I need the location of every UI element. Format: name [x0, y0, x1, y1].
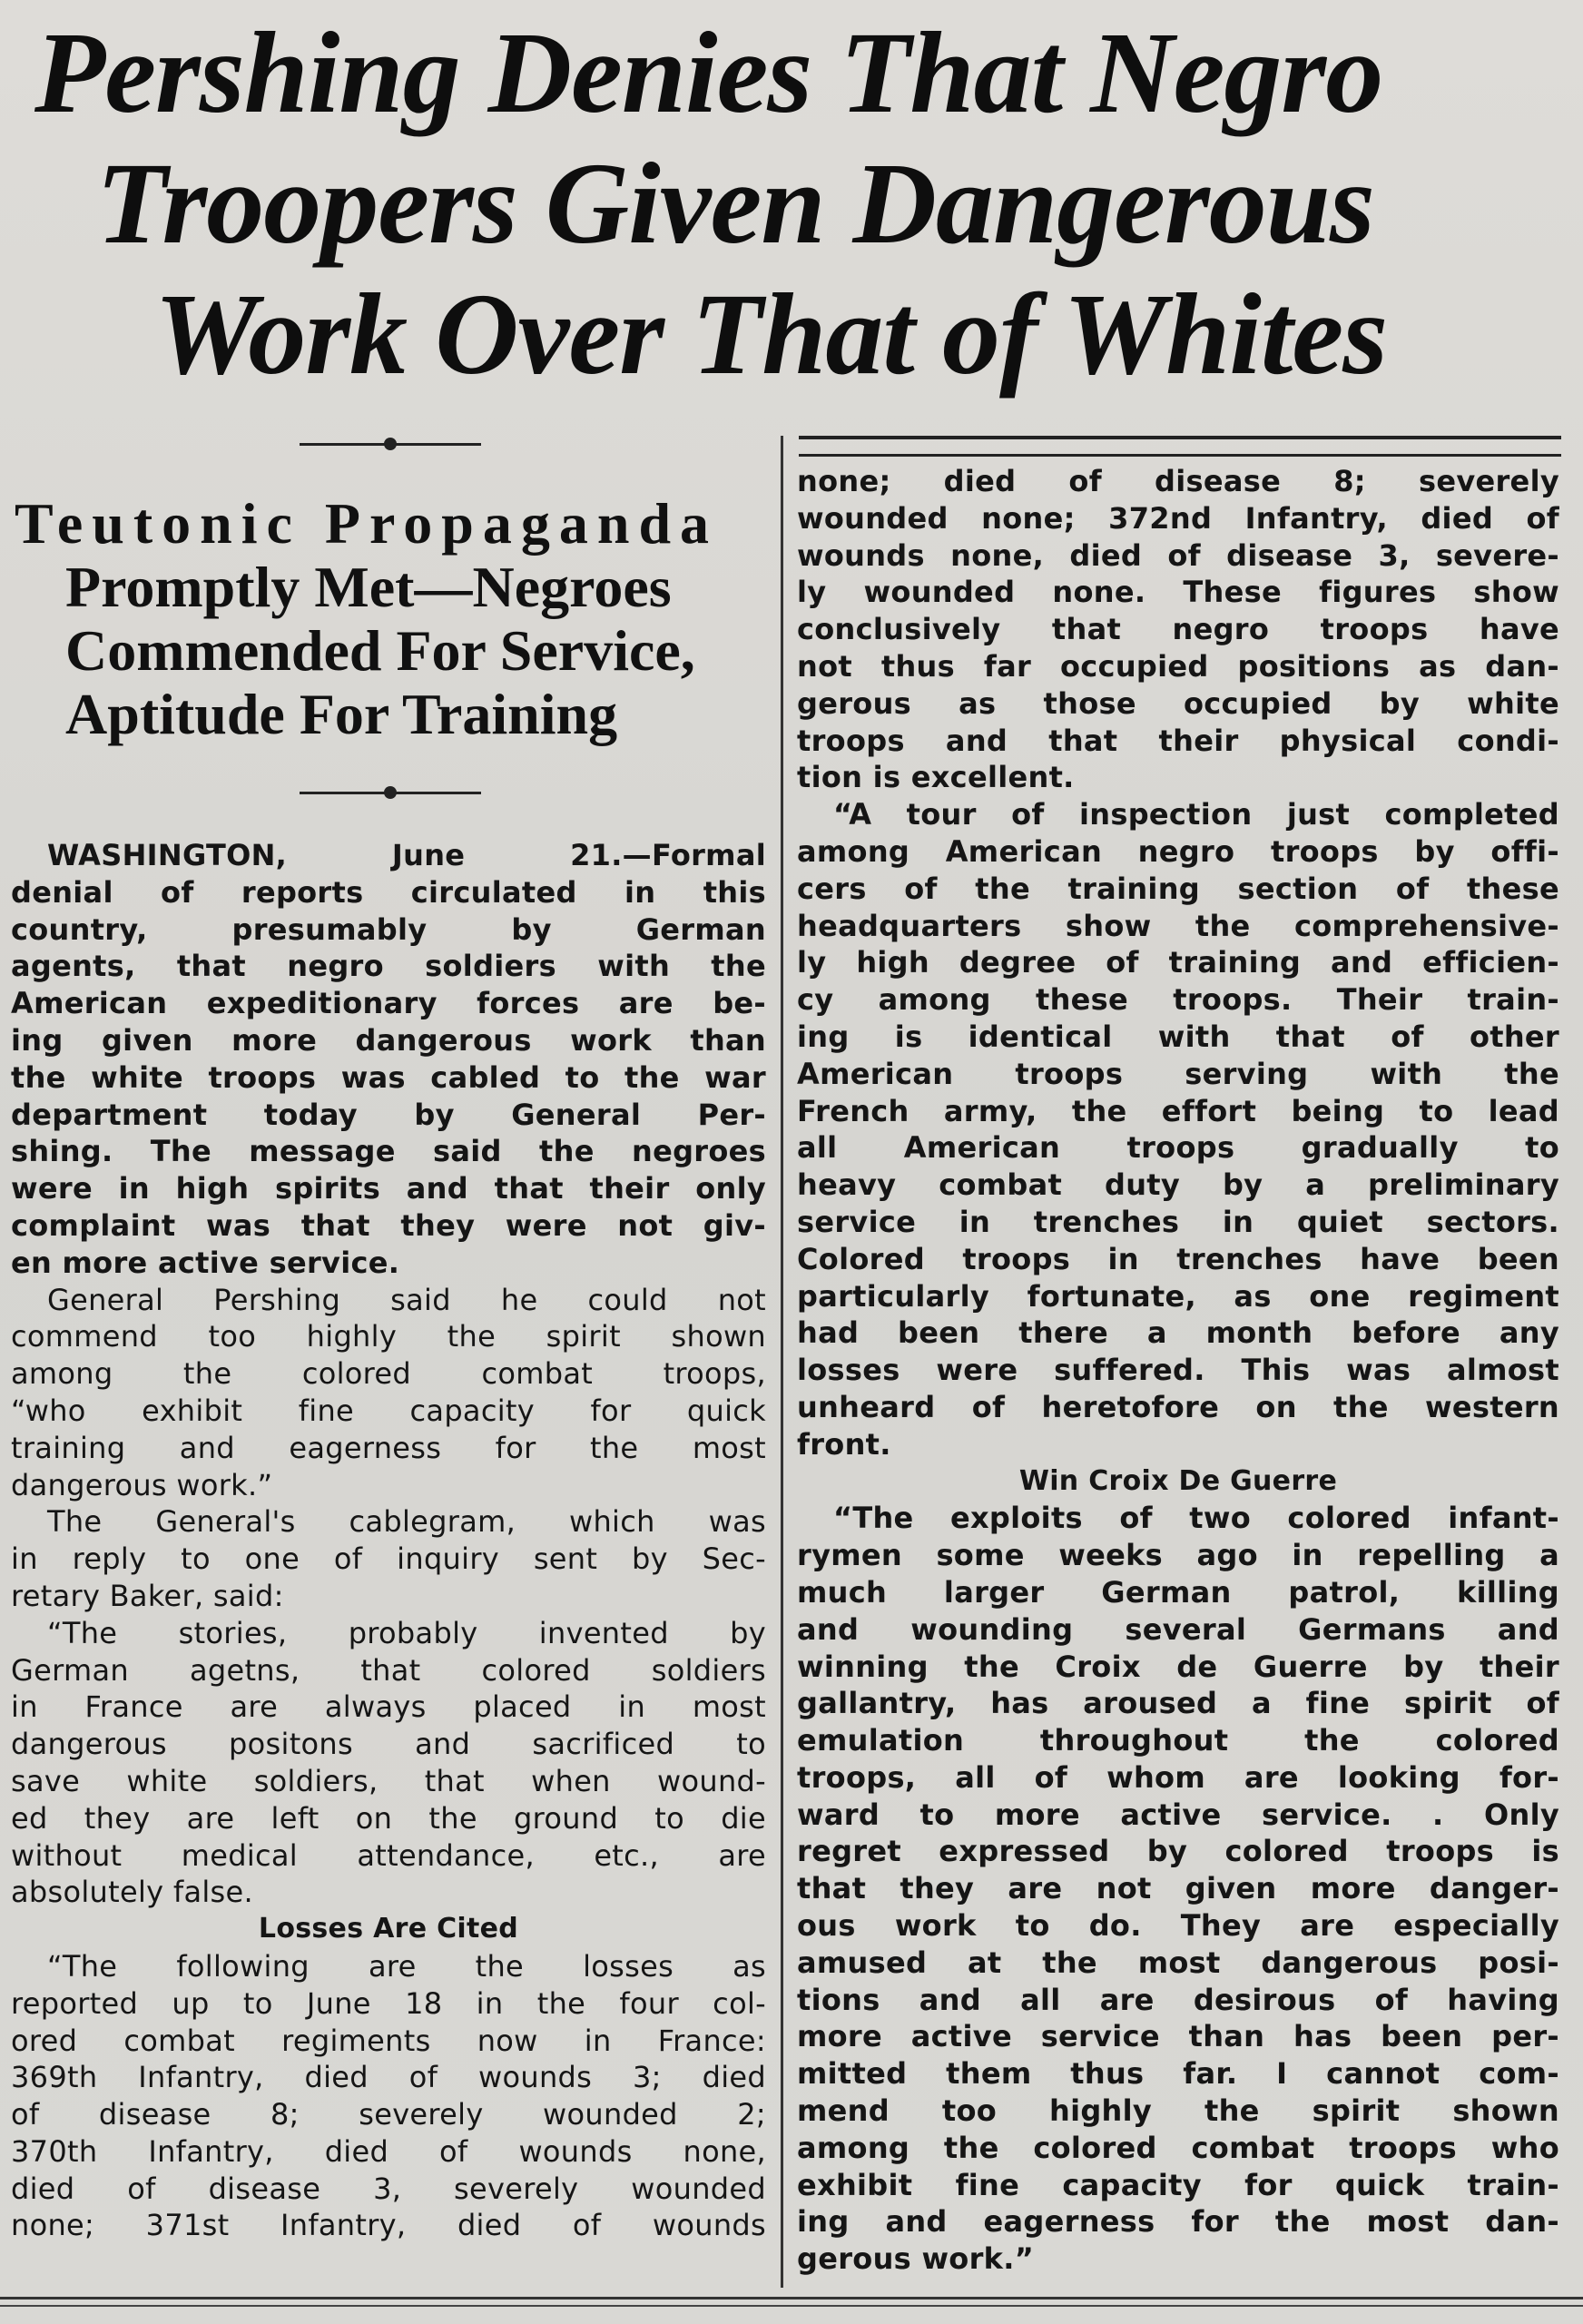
text-line: particularly fortunate, as one regiment — [797, 1278, 1559, 1314]
column-double-rule — [799, 436, 1561, 457]
deck-line-3: Commended For Service, — [65, 618, 695, 683]
text-line: 369th Infantry, died of wounds 3; died — [11, 2060, 766, 2095]
text-line: German agetns, that colored soldiers — [11, 1652, 766, 1688]
article-column-1 — [11, 837, 766, 2244]
text-line: ous work to do. They are especially — [797, 1908, 1559, 1944]
text-line: regret expressed by colored troops is — [797, 1834, 1559, 1869]
text-line: service in trenches in quiet sectors. — [797, 1204, 1559, 1239]
text-line: “The stories, probably invented by — [47, 1615, 766, 1650]
text-line: mitted them thus far. I cannot com- — [797, 2056, 1559, 2092]
text-line: died of disease 3, severely wounded — [11, 2171, 766, 2206]
text-line: dangerous work.” — [11, 1467, 273, 1502]
bottom-rule — [0, 2297, 1583, 2307]
text-line: department today by General Per- — [11, 1097, 766, 1132]
text-line: “who exhibit fine capacity for quick — [11, 1393, 766, 1428]
headline-line-2: Troopers Given Dangerous — [96, 139, 1374, 268]
text-line: among the colored combat troops, — [11, 1356, 766, 1392]
deck-line-4: Aptitude For Training — [65, 682, 618, 746]
text-line: “A tour of inspection just completed — [833, 797, 1559, 832]
text-line: ing and eagerness for the most dan- — [797, 2204, 1559, 2240]
text-line: the white troops was cabled to the war — [11, 1059, 766, 1095]
text-line: in France are always placed in most — [11, 1689, 766, 1725]
text-line: ward to more active service. . Only — [797, 1797, 1559, 1832]
text-line: save white soldiers, that when wound- — [11, 1763, 766, 1798]
text-line: wounded none; 372nd Infantry, died of — [797, 500, 1559, 536]
text-line: in reply to one of inquiry sent by Sec- — [11, 1541, 766, 1577]
text-line: agents, that negro soldiers with the — [11, 949, 766, 984]
column-rule — [781, 436, 783, 2288]
text-line: en more active service. — [11, 1245, 400, 1280]
text-line: that they are not given more danger- — [797, 1871, 1559, 1906]
text-line: had been there a month before any — [797, 1315, 1559, 1351]
text-line: ing is identical with that of other — [797, 1019, 1559, 1054]
text-line: more active service than has been per- — [797, 2019, 1559, 2054]
text-line: ed they are left on the ground to die — [11, 1800, 766, 1836]
text-line: ing given more dangerous work than — [11, 1022, 766, 1058]
text-line: commend too highly the spirit shown — [11, 1319, 766, 1354]
text-line: complaint was that they were not giv- — [11, 1207, 766, 1243]
paragraph — [11, 1282, 766, 1504]
text-line: American troops serving with the — [797, 1056, 1559, 1091]
text-line: tion is excellent. — [797, 760, 1075, 795]
subhead-losses: Losses Are Cited — [258, 1913, 519, 1945]
text-line: cers of the training section of these — [797, 871, 1559, 906]
article-column-2 — [797, 463, 1559, 2278]
text-line: not thus far occupied positions as dan- — [797, 648, 1559, 684]
text-line: French army, the effort being to lead — [797, 1093, 1559, 1128]
text-line: none; died of disease 8; severely — [797, 464, 1559, 498]
text-line: Colored troops in trenches have been — [797, 1241, 1559, 1276]
text-line: American expeditionary forces are be- — [11, 986, 766, 1021]
text-line: gerous work.” — [797, 2241, 1035, 2277]
paragraph — [11, 1615, 766, 1911]
text-line: General Pershing said he could not — [47, 1282, 766, 1317]
text-line: rymen some weeks ago in repelling a — [797, 1538, 1559, 1573]
deck-subheadline — [15, 492, 777, 746]
paragraph — [11, 1948, 766, 2244]
text-line: denial of reports circulated in this — [11, 874, 766, 910]
paragraph — [797, 1500, 1559, 2278]
lead-paragraph — [11, 837, 766, 1282]
text-line: unheard of heretofore on the western — [797, 1389, 1559, 1424]
text-line: and wounding several Germans and — [797, 1611, 1559, 1647]
subhead-croix-de-guerre: Win Croix De Guerre — [1018, 1464, 1338, 1497]
text-line: dangerous positons and sacrificed to — [11, 1727, 766, 1762]
deck-line-2: Promptly Met—Negroes — [65, 555, 672, 619]
text-line: ly wounded none. These figures show — [797, 575, 1559, 610]
text-line: ly high degree of training and efficien- — [797, 945, 1559, 980]
headline-line-3: Work Over That of Whites — [154, 270, 1387, 399]
text-line: 370th Infantry, died of wounds none, — [11, 2133, 766, 2169]
text-line: country, presumably by German — [11, 911, 766, 947]
text-line: without medical attendance, etc., are — [11, 1837, 766, 1873]
text-line: of disease 8; severely wounded 2; — [11, 2097, 766, 2132]
text-line: much larger German patrol, killing — [797, 1574, 1559, 1610]
text-line: all American troops gradually to — [797, 1130, 1559, 1166]
text-line: tions and all are desirous of having — [797, 1982, 1559, 2017]
text-line: exhibit fine capacity for quick train- — [797, 2167, 1559, 2202]
text-line: ored combat regiments now in France: — [11, 2023, 766, 2058]
text-line: gallantry, has aroused a fine spirit of — [797, 1686, 1559, 1721]
text-line: amused at the most dangerous posi- — [797, 1945, 1559, 1980]
text-line: front. — [797, 1426, 891, 1462]
text-line: among American negro troops by offi- — [797, 833, 1559, 869]
text-line: cy among these troops. Their train- — [797, 982, 1559, 1018]
text-line: reported up to June 18 in the four col- — [11, 1985, 766, 2021]
deck-line-1: Teutonic Propaganda — [15, 491, 719, 556]
text-line: training and eagerness for the most — [11, 1430, 766, 1465]
text-line: headquarters show the comprehensive- — [797, 908, 1559, 943]
text-line: mend too highly the spirit shown — [797, 2093, 1559, 2129]
headline — [9, 7, 1579, 399]
text-line: were in high spirits and that their only — [11, 1171, 766, 1206]
text-line: wounds none, died of disease 3, severe- — [797, 537, 1559, 573]
text-line: WASHINGTON, June 21.—Formal — [47, 838, 766, 872]
text-line: retary Baker, said: — [11, 1578, 284, 1613]
text-line: conclusively that negro troops have — [797, 612, 1559, 647]
text-line: losses were suffered. This was almost — [797, 1353, 1559, 1388]
text-line: troops and that their physical condi- — [797, 723, 1559, 758]
text-line: among the colored combat troops who — [797, 2130, 1559, 2165]
paragraph — [797, 796, 1559, 1462]
text-line: gerous as those occupied by white — [797, 685, 1559, 721]
ornament-divider-top — [300, 434, 481, 454]
ornament-divider-bottom — [300, 783, 481, 803]
text-line: emulation throughout the colored — [797, 1723, 1559, 1758]
text-line: troops, all of whom are looking for- — [797, 1759, 1559, 1795]
paragraph — [11, 1503, 766, 1614]
text-line: heavy combat duty by a preliminary — [797, 1167, 1559, 1203]
text-line: none; 371st Infantry, died of wounds — [11, 2208, 766, 2243]
text-line: “The following are the losses as — [47, 1948, 766, 1984]
text-line: winning the Croix de Guerre by their — [797, 1649, 1559, 1684]
paragraph — [797, 463, 1559, 796]
text-line: “The exploits of two colored infant- — [833, 1501, 1559, 1536]
headline-line-1: Pershing Denies That Negro — [34, 8, 1383, 137]
text-line: shing. The message said the negroes — [11, 1134, 766, 1169]
text-line: The General's cablegram, which was — [47, 1504, 766, 1540]
text-line: absolutely false. — [11, 1875, 253, 1910]
